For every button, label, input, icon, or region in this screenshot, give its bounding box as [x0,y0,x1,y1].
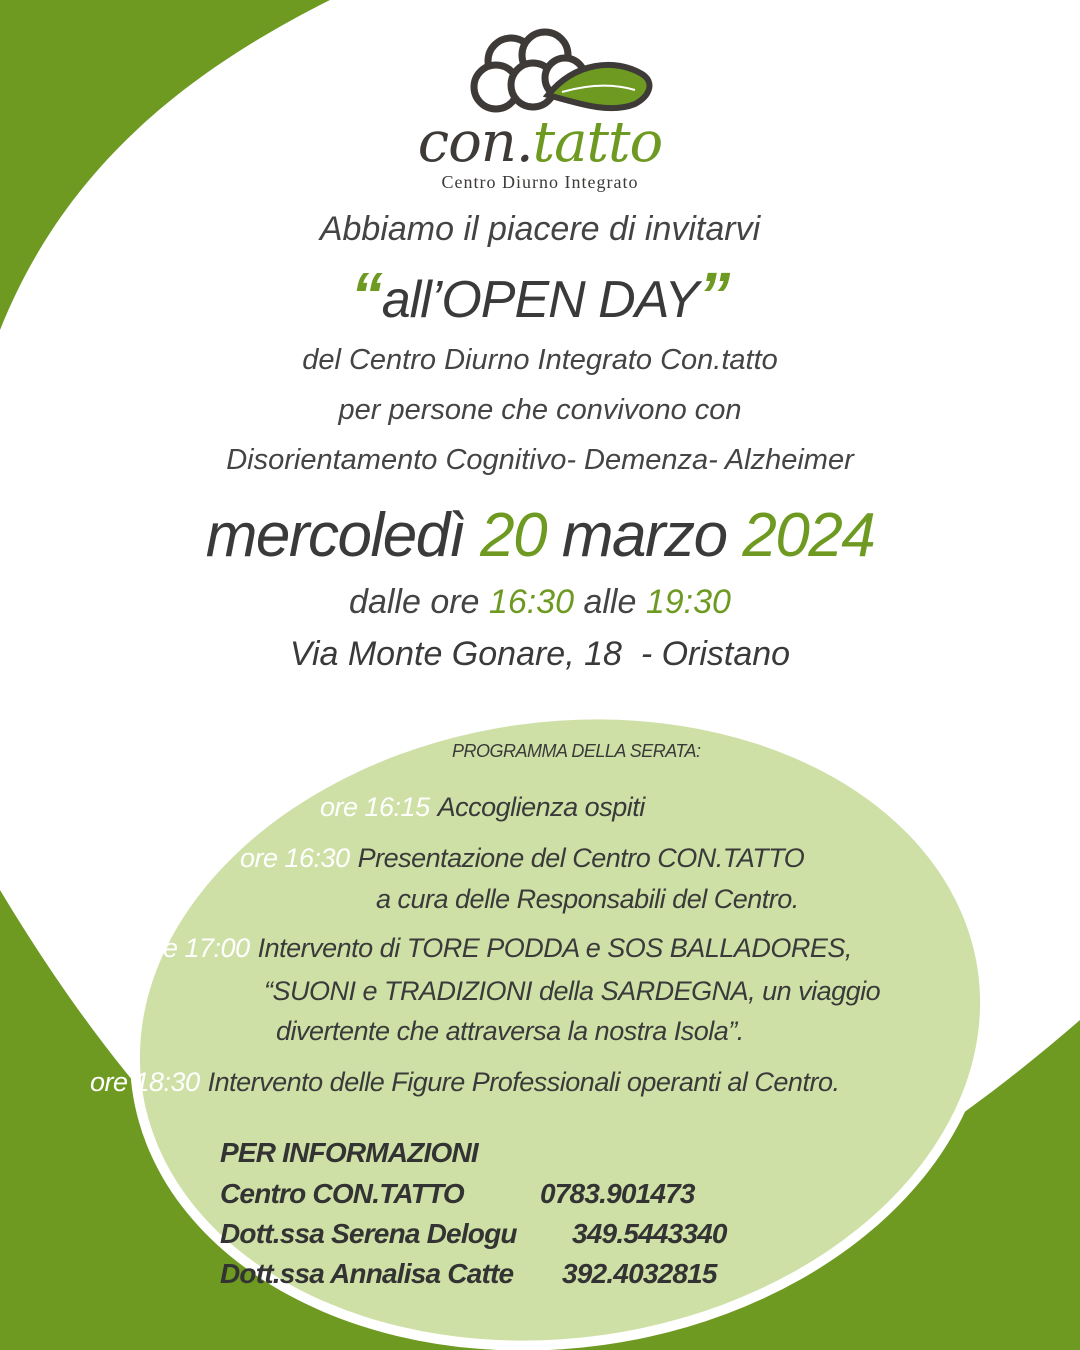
description-line-2: per persone che convivono con [338,394,742,426]
event-address: Via Monte Gonare, 18 - Oristano [289,635,791,673]
logo-brand-prefix: con. [417,110,533,175]
contact-1-phone: 0783.901473 [540,1178,695,1209]
contact-2-name: Dott.ssa Serena Delogu [220,1218,517,1249]
program-item-4 [90,1067,839,1098]
event-date [0,500,1080,571]
open-day-title-row [0,258,1080,332]
program-item-2 [240,843,804,874]
program-time-1: ore 16:15 [320,792,430,822]
contact-3-name: Dott.ssa Annalisa Catte [220,1258,514,1289]
program-text-3c: divertente che attraversa la nostra Isola”. [276,1016,744,1046]
program-heading: PROGRAMMA DELLA SERATA: [452,741,701,761]
close-quote: ” [698,259,730,331]
logo-wordmark [0,110,1080,175]
time-end: 19:30 [645,583,731,621]
description-line-1: del Centro Diurno Integrato Con.tatto [302,344,778,376]
program-time-4: ore 18:30 [90,1067,200,1097]
program-text-1: Accoglienza ospiti [437,792,645,822]
date-month: marzo [561,501,727,570]
date-weekday: mercoledì [205,501,465,570]
contact-1-name: Centro CON.TATTO [220,1178,464,1209]
program-time-3: ore 17:00 [140,933,250,963]
open-quote: “ [350,259,382,331]
info-heading: PER INFORMAZIONI [220,1137,478,1168]
program-text-3b: “SUONI e TRADIZIONI della SARDEGNA, un viaggio [264,976,881,1006]
time-from-label: dalle ore [349,583,480,621]
logo-subtitle: Centro Diurno Integrato [441,172,639,192]
open-day-title: all’OPEN DAY [381,271,699,329]
contact-2-phone: 349.5443340 [572,1218,727,1249]
intro-text: Abbiamo il piacere di invitarvi [319,210,761,248]
program-text-4: Intervento delle Figure Professionali operanti al Centro. [207,1067,840,1097]
contact-3-phone: 392.4032815 [562,1258,717,1289]
program-item-1 [320,792,645,823]
time-start: 16:30 [488,583,575,621]
date-year: 2024 [742,501,875,570]
description-line-3: Disorientamento Cognitivo- Demenza- Alzheimer [226,444,854,476]
program-text-2b: a cura delle Responsabili del Centro. [376,884,799,914]
program-text-2a: Presentazione del Centro CON.TATTO [357,843,805,873]
time-to-label: alle [583,583,637,621]
date-day: 20 [480,501,547,570]
program-item-3 [140,933,852,964]
program-time-2: ore 16:30 [240,843,350,873]
program-text-3a: Intervento di TORE PODDA e SOS BALLADORES, [257,933,852,963]
logo-brand-suffix: tatto [532,110,663,175]
event-time [0,583,1080,622]
